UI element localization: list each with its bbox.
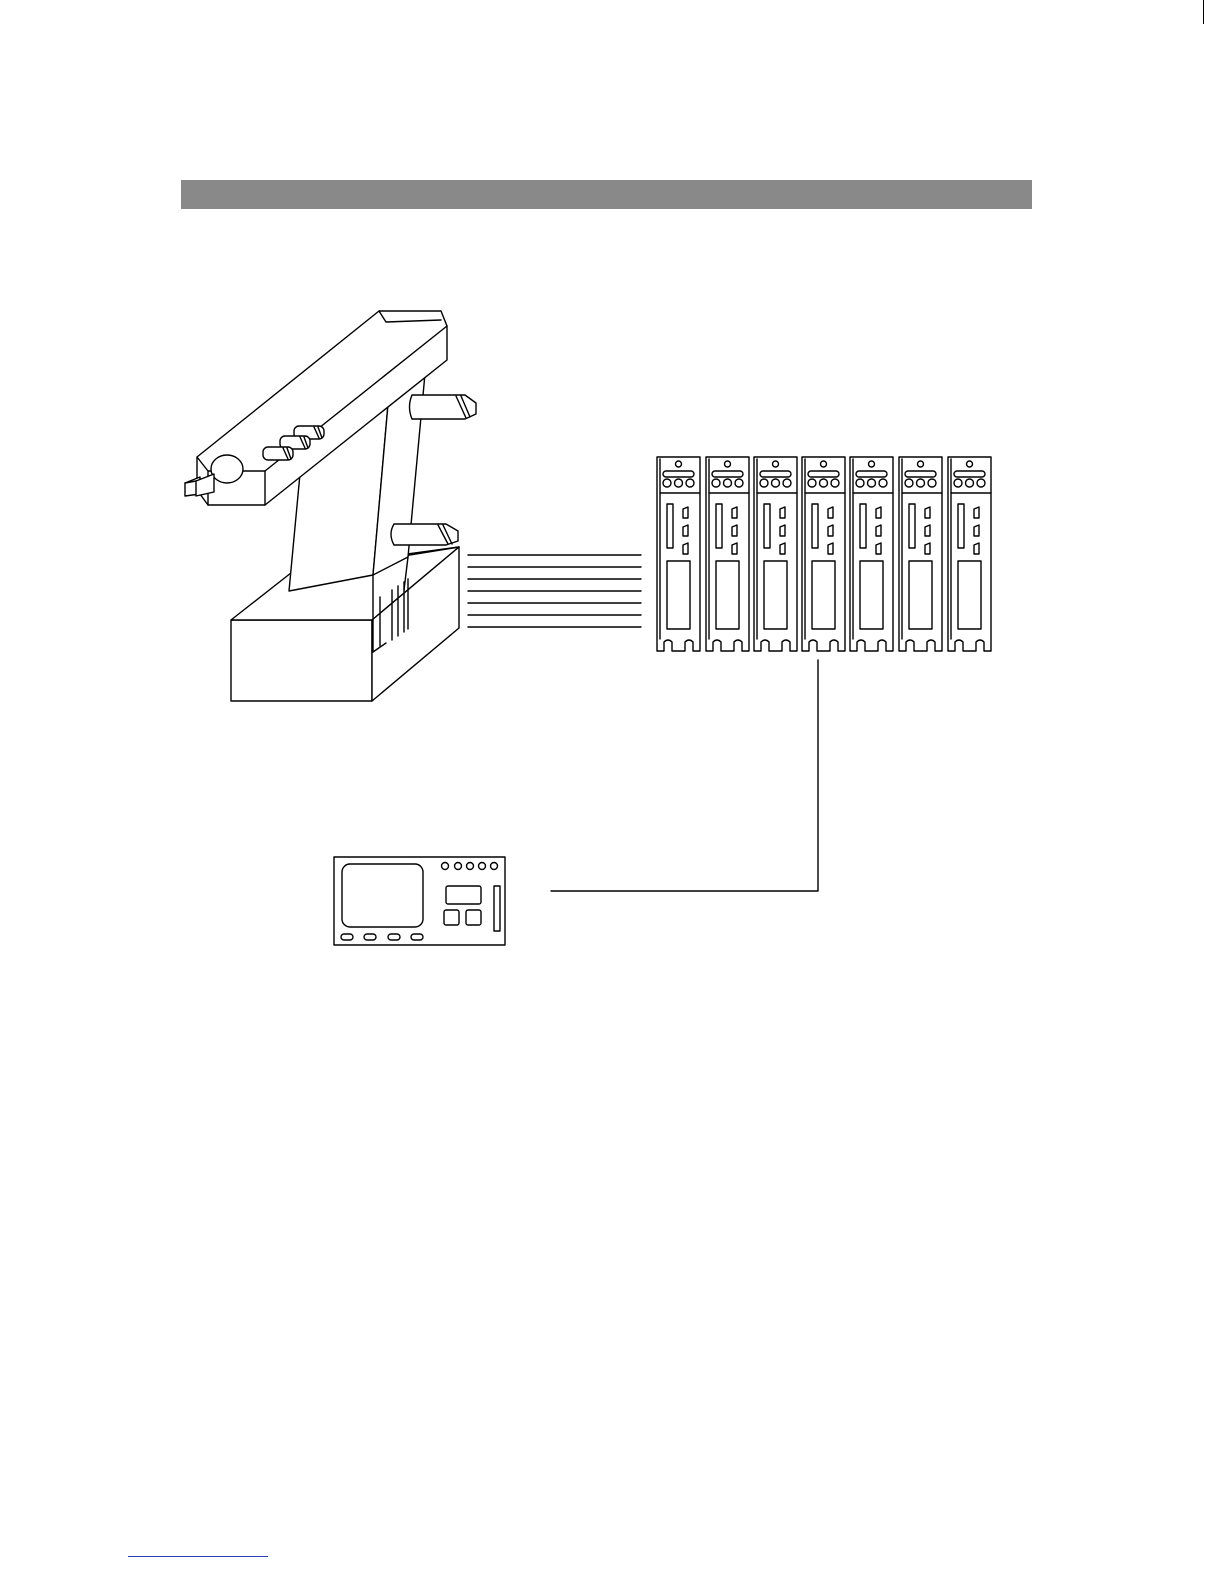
footer-link-rule — [128, 1556, 268, 1557]
controller-panel-icon — [334, 857, 505, 945]
robot-joint-motor — [391, 524, 458, 545]
robot-to-drive-cables — [468, 555, 641, 627]
servo-drive-icon — [706, 457, 749, 651]
robot-joint-motor — [263, 447, 293, 460]
servo-drive-icon — [850, 457, 893, 651]
servo-drive-icon — [657, 457, 700, 651]
drive-to-controller-cable — [551, 660, 818, 891]
robot-arm-icon — [185, 311, 476, 701]
servo-drive-icon — [802, 457, 845, 651]
servo-drive-rack — [657, 457, 991, 651]
servo-drive-icon — [899, 457, 942, 651]
servo-drive-icon — [754, 457, 797, 651]
robot-joint-motor — [410, 395, 477, 419]
servo-drive-icon — [948, 457, 991, 651]
robot-gripper — [185, 474, 214, 496]
